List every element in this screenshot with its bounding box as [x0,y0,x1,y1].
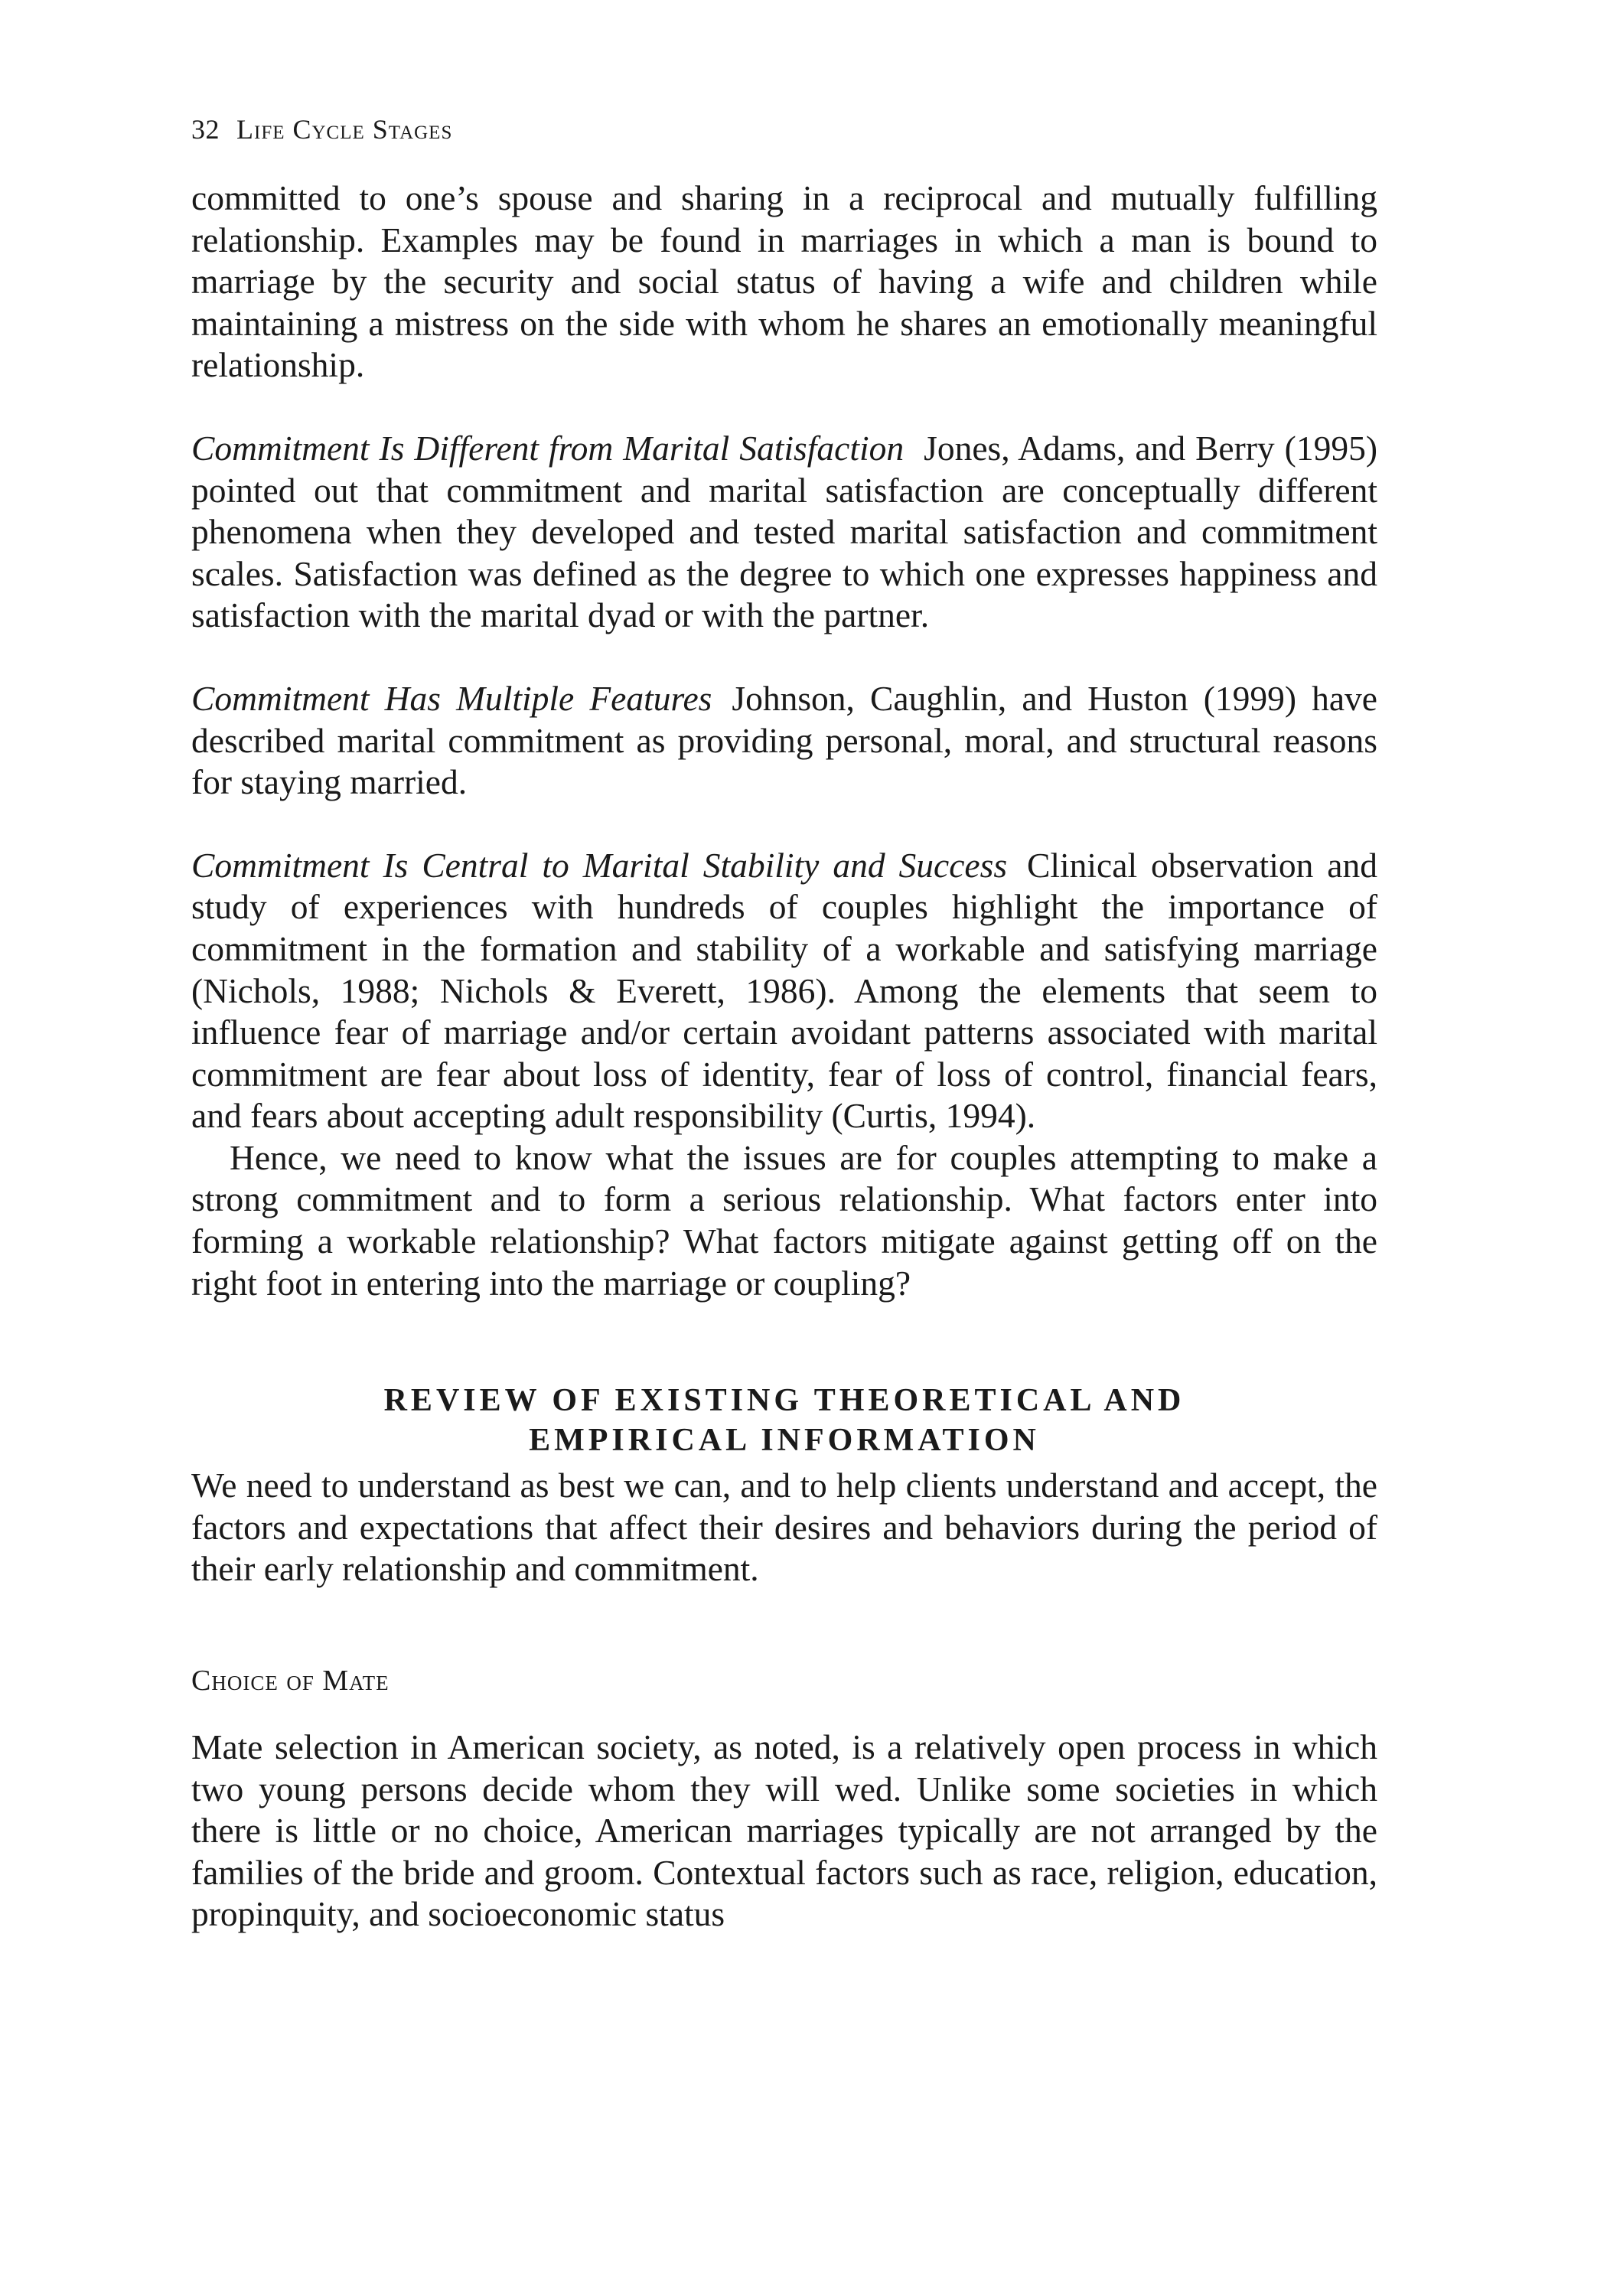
subsection-heading: Choice of Mate [191,1665,390,1698]
paragraph-commitment-vs-satisfaction [191,428,1377,637]
paragraph-multiple-features [191,678,1377,804]
paragraph-review-intro: We need to understand as best we can, and to help clients understand and accept, the factors and expectations that affect their desires and behaviors during the period of their early relationship and commitment. [191,1466,1377,1589]
section-heading-line-2: EMPIRICAL INFORMATION [529,1423,1040,1459]
running-head [191,113,452,145]
paragraph-text: Johnson, Caughlin, and Huston (1999) have described marital commitment as providing personal, moral, and structural reasons for staying married. [191,678,1377,802]
paragraph-text: Jones, Adams, and Berry (1995) pointed out that commitment and marital satisfaction are conceptually different phenomena when they developed and tested marital satisfaction and commitment scales. Satisfaction was defined as the degree to which one expresses happiness and satisfaction with the marital dyad or with the partner. [191,428,1377,635]
paragraph-central-to-stability [191,845,1377,1137]
paragraph-mate-selection: Mate selection in American society, as noted, is a relatively open process in which two young persons decide whom they will wed. Unlike some societies in which there is little or no choice, American marriages typically are not arranged by the families of the bride and groom. Contextual factors such as race, religion, education, propinquity, and socioeconomic status [191,1727,1377,1934]
running-head-title: Life Cycle Stages [236,114,453,145]
paragraph-hence: Hence, we need to know what the issues are for couples attempting to make a strong commitment and to form a serious relationship. What factors enter into forming a workable relationship? What factors mitigate against getting off on the right foot in entering into the marriage or coupling? [191,1137,1377,1303]
body-text [191,178,1377,1936]
run-in-heading: Commitment Has Multiple Features [191,678,712,718]
page-number: 32 [191,114,220,145]
run-in-heading: Commitment Is Different from Marital Satisfaction [191,428,905,468]
paragraph-continuation: committed to one’s spouse and sharing in a reciprocal and mutually fulfilling relationship. Examples may be found in marriages in which a man is bound to marriage by the security and social status of having a wife and children while maintaining a mistress on the side with whom he shares an emotionally meaningful relationship. [191,178,1377,385]
section-heading [191,1381,1377,1460]
section-heading-line-1: REVIEW OF EXISTING THEORETICAL AND [383,1383,1185,1419]
paragraph-text: Clinical observation and study of experiences with hundreds of couples highlight the importance of commitment in the formation and stability of a workable and satisfying marriage (Nichols, 1988; Nichols & Everett, 1986). Among the elements that seem to influence fear of marriage and/or certain avoidant patterns associated with marital commitment are fear about loss of identity, fear of loss of control, financial fears, and fears about accepting adult responsibility (Curtis, 1994). [191,845,1377,1136]
run-in-heading: Commitment Is Central to Marital Stability and Success [191,845,1008,885]
